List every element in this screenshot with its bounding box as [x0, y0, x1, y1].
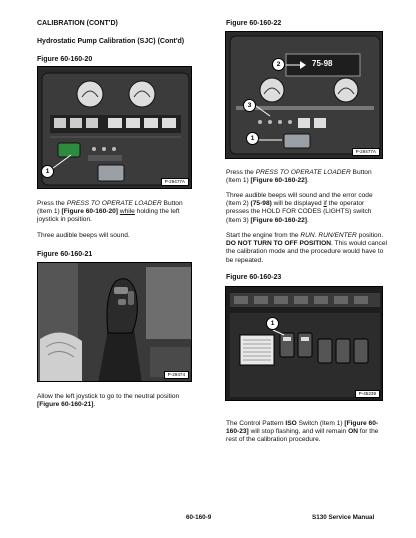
- joystick-illustration: [38, 263, 192, 382]
- section-title: CALIBRATION (CONT'D): [37, 20, 118, 27]
- fig23-callout-1: 1: [266, 317, 279, 330]
- right-para-press-button: Press the PRESS TO OPERATE LOADER Button (Item 1) [Figure 60-160-22].: [226, 169, 372, 185]
- fig20-caption: Figure 60-160-20: [37, 56, 93, 63]
- fig22-caption: Figure 60-160-22: [226, 20, 282, 27]
- figure-60-160-23: [225, 286, 383, 401]
- fig23-caption: Figure 60-160-23: [226, 274, 282, 281]
- right-para-error-code: Three audible beeps will sound and the error code (Item 2) (75-98) will be displayed if the operator presses the HOLD FOR CODES (LIGHTS) switch (Item 3) [Figure 60-160-22].: [226, 192, 373, 224]
- fig22-display-code: 75-98: [312, 59, 333, 68]
- fig20-callout-1: 1: [41, 165, 54, 178]
- fig21-caption: Figure 60-160-21: [37, 251, 93, 258]
- right-para-start-engine: Start the engine from the RUN. RUN/ENTER position. DO NOT TURN TO OFF POSITION. This would cancel the calibration mode and the procedure would have to be repeated.: [226, 232, 387, 264]
- figure-60-160-22: [225, 31, 383, 159]
- fig22-part-number: P-29477A: [352, 148, 380, 156]
- fig21-part-number: P-29474: [164, 371, 189, 379]
- fig22-callout-3: 3: [243, 99, 256, 112]
- fig22-callout-1: 1: [246, 132, 259, 145]
- manual-name: S130 Service Manual: [312, 514, 375, 521]
- switch-panel-illustration: [226, 287, 383, 401]
- right-para-control-pattern: The Control Pattern ISO Switch (Item 1) [Figure 60-160-23] will stop flashing, and will remain ON for the rest of the calibration procedure.: [226, 420, 379, 444]
- left-para-three-beeps: Three audible beeps will sound.: [37, 232, 130, 239]
- fig22-callout-2: 2: [272, 58, 285, 71]
- subsection-title: Hydrostatic Pump Calibration (SJC) (Cont'd): [37, 38, 185, 45]
- figure-60-160-21: [37, 262, 192, 382]
- fig23-part-number: P-45239: [355, 390, 380, 398]
- figure-60-160-20: [37, 66, 192, 189]
- fig20-part-number: P-29477A: [161, 178, 189, 186]
- left-para-press-button: Press the PRESS TO OPERATE LOADER Button (Item 1) [Figure 60-160-20] while holding the left joystick in position.: [37, 200, 183, 224]
- dash-panel-illustration: [38, 67, 192, 189]
- left-para-neutral: Allow the left joystick to go to the neutral position [Figure 60-160-21].: [37, 393, 180, 409]
- page-number: 60-160-9: [186, 514, 212, 521]
